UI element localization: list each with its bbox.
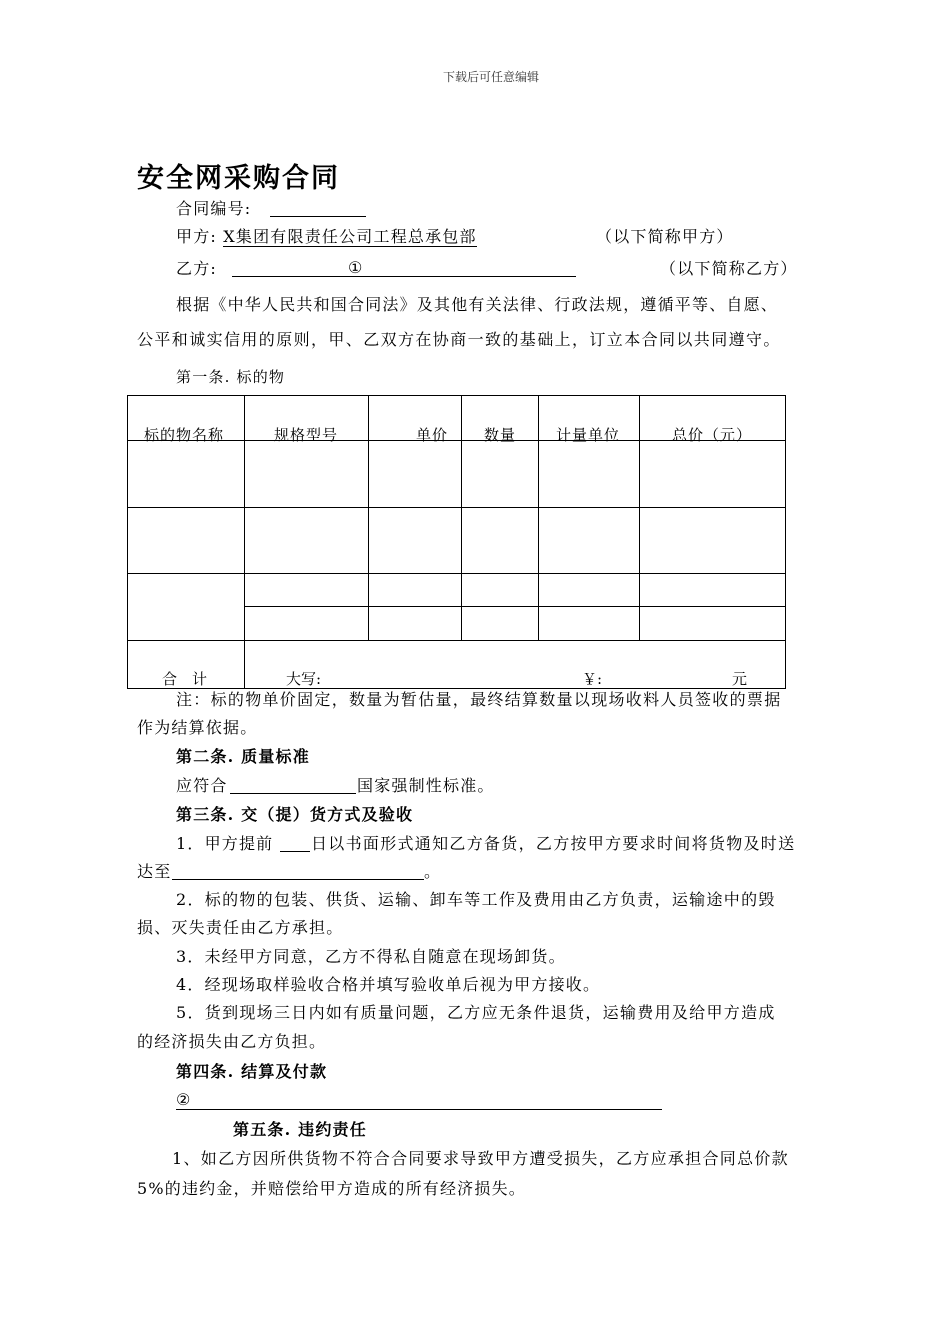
- table-capital-label: 大写:: [286, 670, 322, 688]
- notice-days-blank[interactable]: [280, 851, 310, 852]
- table-header-measure-unit: 计量单位: [556, 426, 621, 444]
- contract-number-blank[interactable]: [270, 216, 366, 217]
- article-3-item-1-line-2-prefix: 达至: [137, 862, 172, 881]
- table-row-divider: [128, 640, 785, 641]
- table-col-divider: [461, 396, 462, 640]
- article-3-item-1-rest: 日以书面形式通知乙方备货，乙方按甲方要求时间将货物及时送: [311, 834, 796, 853]
- table-header-total-price: 总价（元）: [672, 426, 753, 444]
- table-header-name: 标的物名称: [144, 426, 225, 444]
- table-total-label: 合 计: [162, 670, 208, 688]
- party-a-name: X集团有限责任公司工程总承包部: [223, 227, 477, 246]
- table-row-divider: [244, 606, 785, 607]
- payment-terms-blank[interactable]: [176, 1109, 662, 1110]
- article-4-marker: ②: [176, 1090, 192, 1109]
- table-col-divider: [368, 396, 369, 640]
- table-row-divider: [128, 573, 785, 574]
- delivery-address-blank[interactable]: [172, 879, 424, 880]
- contract-number-row: [176, 199, 251, 219]
- article-3-item-4: 4．经现场取样验收合格并填写验收单后视为甲方接收。: [176, 975, 601, 994]
- note-line-2: 作为结算依据。: [137, 718, 258, 737]
- article-3-item-1-line-2-suffix: 。: [424, 862, 442, 881]
- party-a-alias: （以下简称甲方）: [596, 227, 734, 246]
- table-header-unit-price: 单价: [416, 426, 449, 444]
- table-row-divider: [128, 507, 785, 508]
- table-header-spec: 规格型号: [274, 426, 339, 444]
- table-col-divider: [639, 396, 640, 640]
- preamble-line-2: 公平和诚实信用的原则，甲、乙双方在协商一致的基础上，订立本合同以共同遵守。: [137, 330, 781, 349]
- article-2-prefix: 应符合: [176, 776, 228, 795]
- article-5-item-1-line-1: 1、如乙方因所供货物不符合合同要求导致甲方遭受损失，乙方应承担合同总价款: [172, 1149, 789, 1168]
- goods-table: [127, 395, 786, 689]
- party-b-label: 乙方:: [176, 259, 217, 278]
- quality-standard-blank[interactable]: [230, 793, 356, 794]
- article-3-item-2-line-1: 2．标的物的包装、供货、运输、卸车等工作及费用由乙方负责，运输途中的毁: [176, 890, 776, 909]
- article-3-item-1-start: 1．甲方提前: [176, 834, 274, 853]
- party-a-label: 甲方:: [176, 227, 217, 246]
- note-line-1: 注：标的物单价固定，数量为暂估量，最终结算数量以现场收料人员签收的票据: [176, 690, 782, 709]
- article-3-item-5-line-1: 5．货到现场三日内如有质量问题，乙方应无条件退货，运输费用及给甲方造成: [176, 1003, 776, 1022]
- table-header-quantity: 数量: [484, 426, 517, 444]
- party-b-marker: ①: [348, 258, 364, 277]
- table-yuan-label: 元: [732, 670, 748, 688]
- article-4-title: 第四条. 结算及付款: [176, 1062, 328, 1081]
- page-header-note: 下载后可任意编辑: [443, 70, 540, 84]
- party-a-row: [176, 227, 477, 247]
- article-3-title: 第三条. 交（提）货方式及验收: [176, 805, 414, 824]
- article-5-title: 第五条. 违约责任: [233, 1120, 367, 1139]
- table-col-divider: [538, 396, 539, 640]
- article-3-item-5-line-2: 的经济损失由乙方负担。: [137, 1032, 327, 1051]
- contract-number-label: 合同编号:: [176, 199, 252, 218]
- article-3-item-3: 3．未经甲方同意，乙方不得私自随意在现场卸货。: [176, 947, 566, 966]
- article-2-suffix: 国家强制性标准。: [357, 776, 495, 795]
- document-title: 安全网采购合同: [137, 163, 340, 194]
- preamble-line-1: 根据《中华人民共和国合同法》及其他有关法律、行政法规，遵循平等、自愿、: [176, 295, 779, 314]
- article-3-item-2-line-2: 损、灭失责任由乙方承担。: [137, 918, 344, 937]
- party-b-alias: （以下简称乙方）: [660, 259, 798, 278]
- article-5-item-1-line-2: 5%的违约金，并赔偿给甲方造成的所有经济损失。: [137, 1179, 526, 1198]
- article-1-title: 第一条. 标的物: [176, 368, 286, 386]
- party-b-blank[interactable]: [232, 276, 576, 277]
- article-2-title: 第二条. 质量标准: [176, 747, 310, 766]
- table-yen-label: ￥:: [582, 670, 603, 688]
